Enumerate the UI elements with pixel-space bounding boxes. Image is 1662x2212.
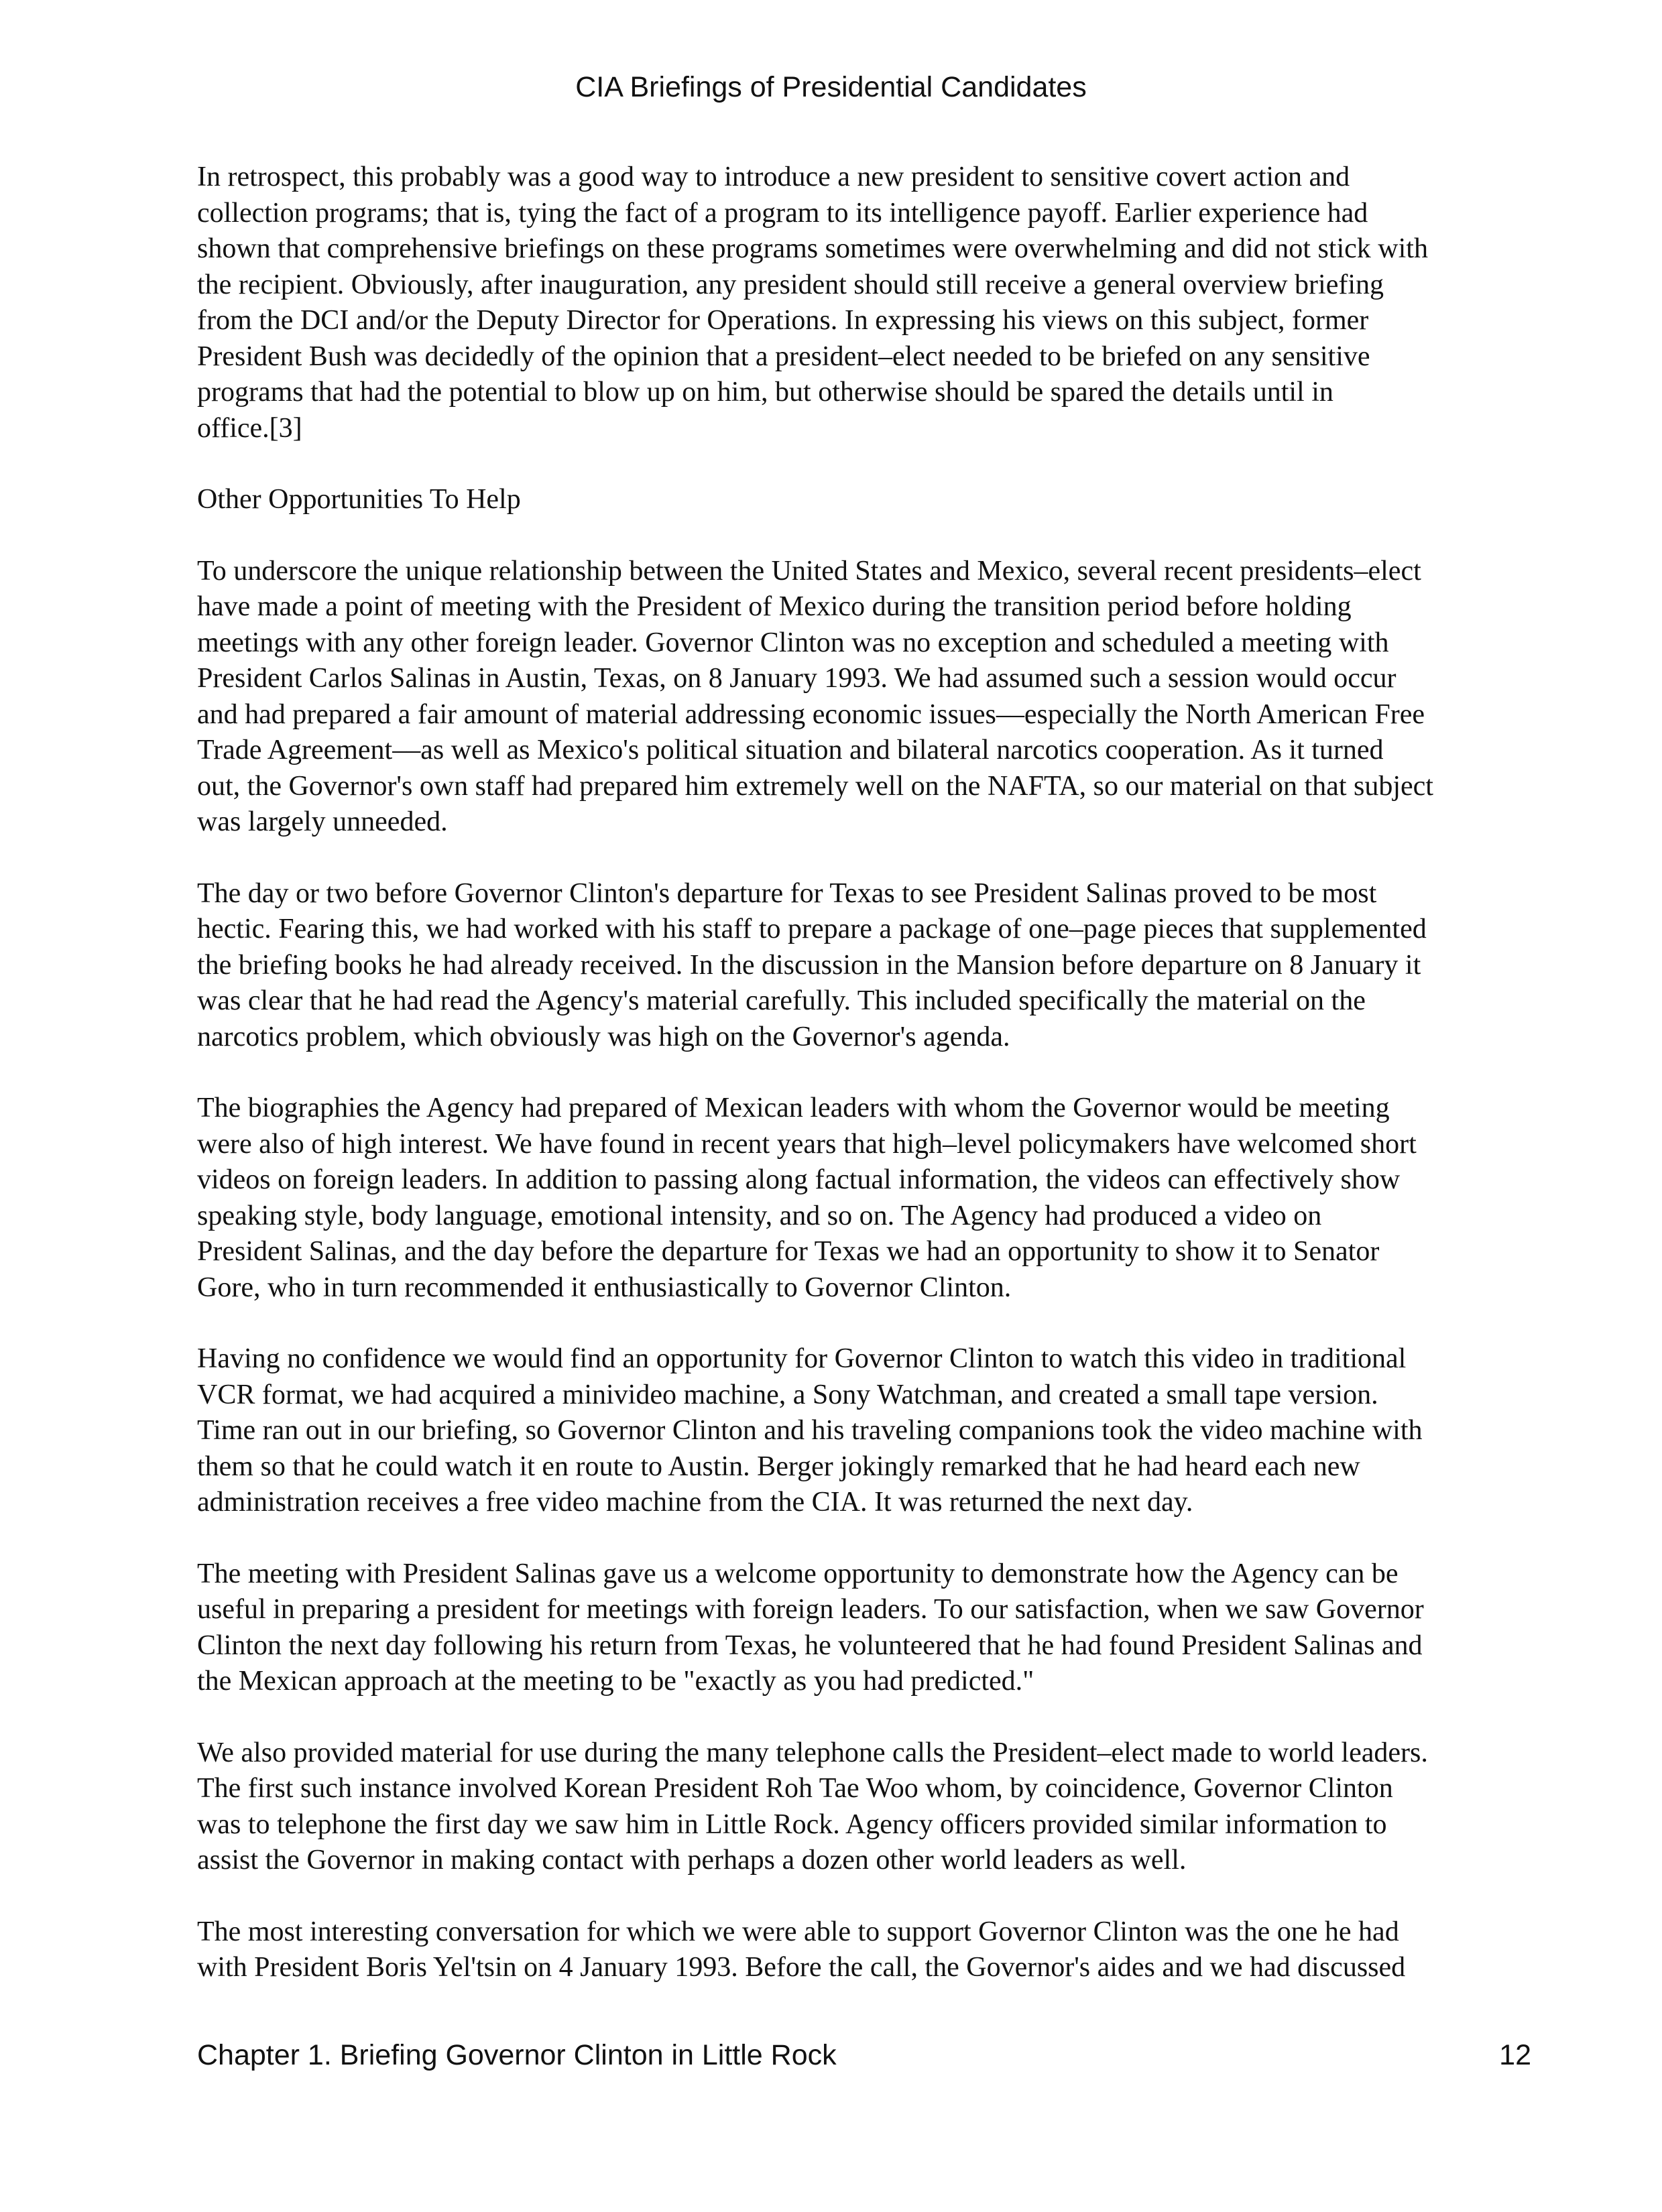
paragraph-biographies: The biographies the Agency had prepared of Mexican leaders with whom the Governor would be meeting were also of high interest. We have found in recent years that high–level policymakers have welcomed short videos on foreign leaders. In addition to passing along factual information, the videos can effectively show speaking style, body language, emotional intensity, and so on. The Agency had produced a video on President Salinas, and the day before the departure for Texas we had an opportunity to show it to Senator Gore, who in turn recommended it enthusiastically to Governor Clinton. — [197, 1093, 1417, 1303]
paragraph-retrospect: In retrospect, this probably was a good way to introduce a new president to sensitive covert action and collection programs; that is, tying the fact of a program to its intelligence payoff. Earlier experience had shown that comprehensive briefings on these programs sometimes were overwhelming and did not stick with the recipient. Obviously, after inauguration, any president should still receive a general overview briefing from the DCI and/or the Deputy Director for Operations. In expressing his views on this subject, former President Bush was decidedly of the opinion that a president–elect needed to be briefed on any sensitive programs that had the potential to blow up on him, but otherwise should be spared the details until in office.[3] — [197, 162, 1428, 444]
section-heading-other-opportunities: Other Opportunities To Help — [197, 484, 521, 515]
paragraph-yeltsin-conversation: The most interesting conversation for which we were able to support Governor Clinton was the one he had with President Boris Yel'tsin on 4 January 1993. Before the call, the Governor's aides and we had discussed — [197, 1916, 1406, 1983]
paragraph-video-machine: Having no confidence we would find an opportunity for Governor Clinton to watch this video in traditional VCR format, we had acquired a minivideo machine, a Sony Watchman, and created a small tape version. Time ran out in our briefing, so Governor Clinton and his traveling companions took the video machine with them so that he could watch it en route to Austin. Berger jokingly remarked that he had heard each new administration receives a free video machine from the CIA. It was returned the next day. — [197, 1343, 1423, 1518]
paragraph-mexico-relationship: To underscore the unique relationship between the United States and Mexico, several recent presidents–elect have made a point of meeting with the President of Mexico during the transition period before holding meetings with any other foreign leader. Governor Clinton was no exception and scheduled a meeting with President Carlos Salinas in Austin, Texas, on 8 January 1993. We had assumed such a session would occur and had prepared a fair amount of material addressing economic issues––especially the North American Free Trade Agreement––as well as Mexico's political situation and bilateral narcotics cooperation. As it turned out, the Governor's own staff had prepared him extremely well on the NAFTA, so our material on that subject was largely unneeded. — [197, 555, 1433, 837]
running-header-title: CIA Briefings of Presidential Candidates — [575, 71, 1087, 103]
document-body — [197, 160, 1531, 2022]
paragraph-salinas-meeting: The meeting with President Salinas gave us a welcome opportunity to demonstrate how the Agency can be useful in preparing a president for meetings with foreign leaders. To our satisfaction, when we saw Governor Clinton the next day following his return from Texas, he volunteered that he had found President Salinas and the Mexican approach at the meeting to be "exactly as you had predicted." — [197, 1558, 1424, 1697]
footer-chapter-title: Chapter 1. Briefing Governor Clinton in Little Rock — [197, 2039, 837, 2071]
paragraph-telephone-calls: We also provided material for use during the many telephone calls the President–elect made to world leaders. The first such instance involved Korean President Roh Tae Woo whom, by coincidence, Governor Clinton was to telephone the first day we saw him in Little Rock. Agency officers provided similar information to assist the Governor in making contact with perhaps a dozen other world leaders as well. — [197, 1737, 1428, 1876]
paragraph-departure-for-texas: The day or two before Governor Clinton's departure for Texas to see President Salinas proved to be most hectic. Fearing this, we had worked with his staff to prepare a package of one–page pieces that supplemented the briefing books he had already received. In the discussion in the Mansion before departure on 8 January it was clear that he had read the Agency's material carefully. This included specifically the material on the narcotics problem, which obviously was high on the Governor's agenda. — [197, 877, 1427, 1052]
page-number: 12 — [1499, 2039, 1531, 2071]
running-footer — [197, 2035, 1531, 2075]
